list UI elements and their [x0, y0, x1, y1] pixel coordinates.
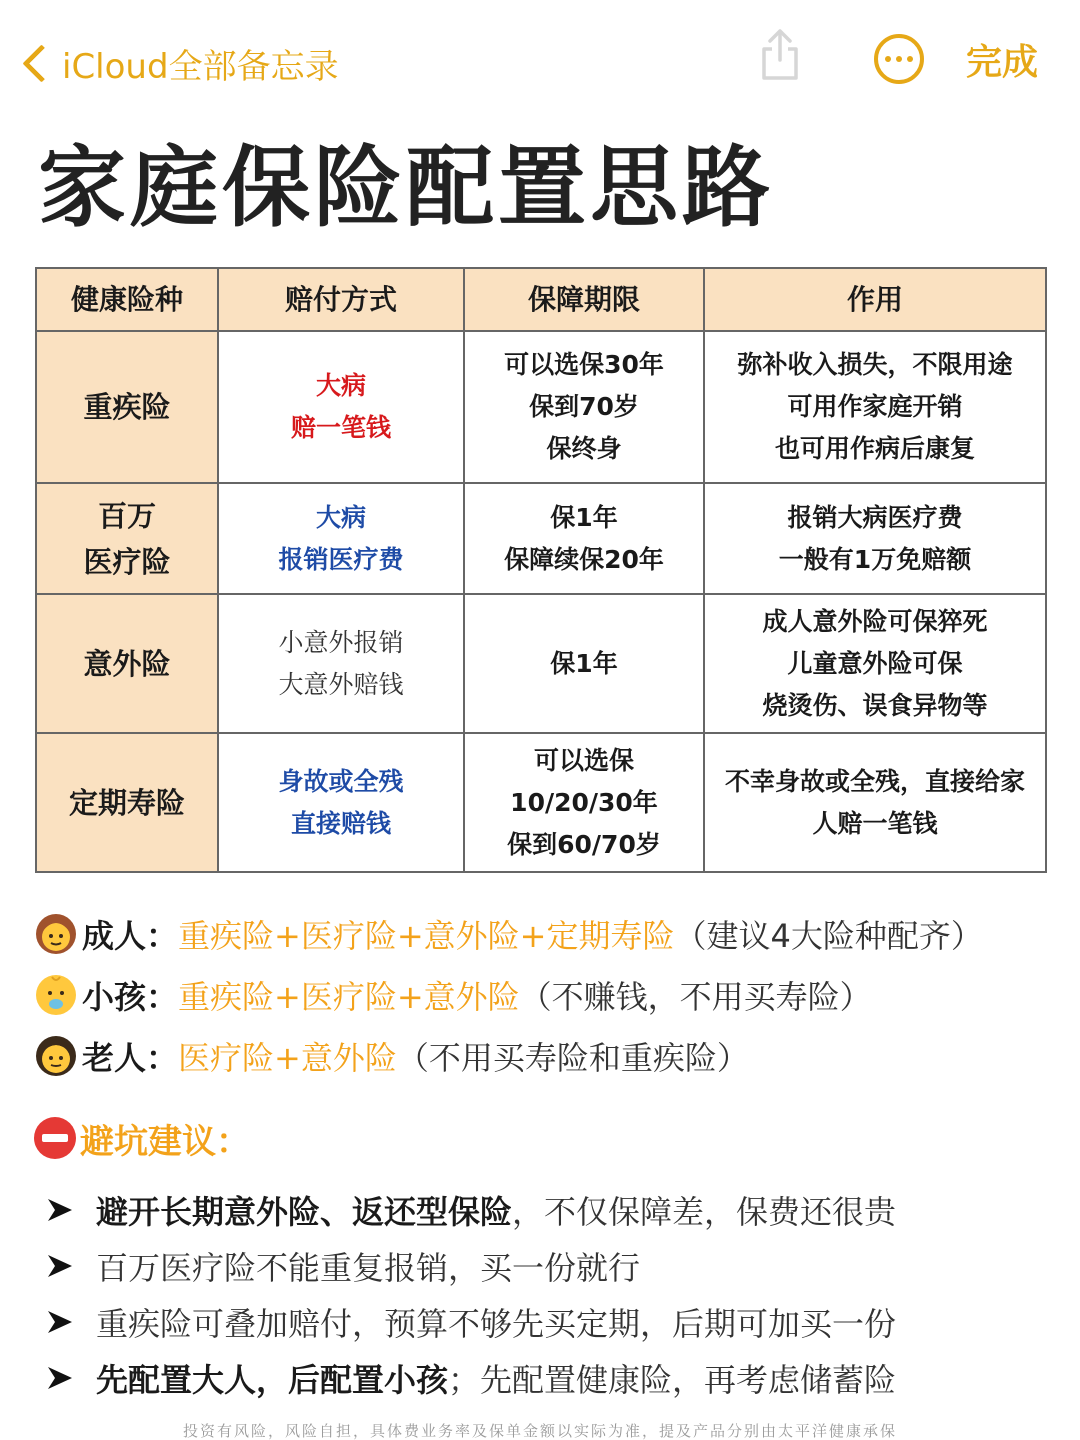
row-function — [704, 483, 1046, 594]
chevron-left-icon — [18, 38, 48, 88]
row-type — [36, 594, 218, 733]
cell-line: 保到70岁 — [529, 392, 639, 421]
cell-line: 意外险 — [83, 646, 171, 681]
cell-line: 赔一笔钱 — [290, 413, 391, 442]
cell-line: 保终身 — [546, 434, 622, 463]
tip-strong: 先配置大人，后配置小孩 — [96, 1361, 449, 1399]
header-term: 保障期限 — [464, 268, 704, 331]
header-type: 健康险种 — [36, 268, 218, 331]
row-function — [704, 594, 1046, 733]
combo-list: 医疗险+意外险 — [178, 1039, 397, 1077]
cell-line: 直接赔钱 — [290, 808, 391, 838]
list-item — [46, 1238, 1056, 1294]
cell-line: 报销医疗费 — [278, 544, 404, 574]
cell-line: 不幸身故或全残，直接给家 — [724, 766, 1025, 796]
combo-adult — [34, 909, 983, 959]
cell-line: 烧烫伤、误食异物等 — [762, 690, 988, 720]
dot — [885, 56, 891, 62]
cell-line: 保障续保20年 — [504, 544, 664, 574]
cell-line: 保1年 — [550, 502, 618, 532]
arrow-right-icon — [46, 1252, 74, 1280]
cell-line: 身故或全残 — [278, 766, 404, 796]
warning-label: 避坑建议： — [80, 1121, 250, 1162]
cell-line: 人赔一笔钱 — [812, 808, 938, 838]
cell-line: 保1年 — [550, 648, 618, 678]
row-payout — [218, 733, 464, 872]
cell-line: 可用作家庭开销 — [787, 392, 963, 421]
row-type — [36, 733, 218, 872]
list-item — [46, 1350, 1056, 1406]
arrow-right-icon — [46, 1364, 74, 1392]
table-row — [36, 483, 1046, 594]
baby-emoji-icon — [34, 973, 78, 1017]
cell-line: 医疗险 — [83, 544, 171, 579]
row-term — [464, 594, 704, 733]
navigation-bar — [0, 0, 1080, 120]
combo-list: 重疾险+医疗险+意外险 — [178, 978, 520, 1016]
row-payout — [218, 331, 464, 483]
cell-line: 大意外赔钱 — [278, 669, 404, 699]
combo-who: 小孩： — [82, 978, 179, 1016]
table-header-row — [36, 268, 1046, 331]
insurance-table — [35, 267, 1047, 873]
page-title: 家庭保险配置思路 — [38, 136, 775, 239]
combo-who: 成人： — [82, 917, 179, 955]
cell-line: 大病 — [315, 502, 366, 532]
cell-line: 可以选保 — [533, 745, 634, 775]
done-button[interactable]: 完成 — [966, 42, 1039, 83]
list-item — [46, 1294, 1056, 1350]
row-term — [464, 733, 704, 872]
no-entry-icon — [34, 1117, 76, 1159]
cell-line: 百万 — [97, 498, 156, 533]
combo-list: 重疾险+医疗险+意外险+定期寿险 — [178, 917, 675, 955]
table-row — [36, 733, 1046, 872]
row-payout — [218, 483, 464, 594]
ellipsis-circle-icon[interactable] — [874, 34, 924, 84]
row-function — [704, 733, 1046, 872]
list-item — [46, 1182, 1056, 1238]
row-function — [704, 331, 1046, 483]
cell-line: 弥补收入损失，不限用途 — [737, 350, 1013, 379]
tip-text: 重疾险可叠加赔付，预算不够先买定期，后期可加买一份 — [96, 1305, 897, 1343]
arrow-right-icon — [46, 1308, 74, 1336]
tip-text: 百万医疗险不能重复报销，买一份就行 — [96, 1249, 641, 1287]
combo-elder — [34, 1031, 749, 1081]
combo-who: 老人： — [82, 1039, 179, 1077]
arrow-right-icon — [46, 1196, 74, 1224]
cell-line: 10/20/30年 — [510, 787, 658, 817]
older-person-emoji-icon — [34, 1034, 78, 1078]
cell-line: 可以选保30年 — [504, 350, 664, 379]
combo-note: （不用买寿险和重疾险） — [396, 1039, 749, 1077]
dot — [907, 56, 913, 62]
tip-text: ，不仅保障差，保费还很贵 — [512, 1193, 897, 1231]
tip-strong: 避开长期意外险、返还型保险 — [96, 1193, 513, 1231]
back-button[interactable] — [18, 38, 339, 88]
cell-line: 一般有1万免赔额 — [778, 544, 972, 574]
combo-child — [34, 970, 872, 1020]
cell-line: 小意外报销 — [278, 627, 404, 657]
cell-line: 儿童意外险可保 — [787, 648, 963, 678]
row-payout — [218, 594, 464, 733]
dot — [896, 56, 902, 62]
woman-emoji-icon — [34, 912, 78, 956]
row-type — [36, 483, 218, 594]
tip-text: ；先配置健康险，再考虑储蓄险 — [448, 1361, 897, 1399]
combo-note: （建议4大险种配齐） — [674, 917, 983, 955]
row-type — [36, 331, 218, 483]
cell-line: 成人意外险可保猝死 — [762, 606, 988, 636]
combo-note: （不赚钱，不用买寿险） — [519, 978, 872, 1016]
share-icon[interactable] — [758, 28, 802, 82]
back-label: iCloud全部备忘录 — [62, 46, 339, 87]
cell-line: 定期寿险 — [68, 785, 185, 820]
row-term — [464, 483, 704, 594]
row-term — [464, 331, 704, 483]
disclaimer: 投资有风险，风险自担，具体费业务率及保单金额以实际为准，提及产品分别由太平洋健康承保 — [182, 1422, 897, 1440]
header-payout: 赔付方式 — [218, 268, 464, 331]
table-row — [36, 331, 1046, 483]
header-function: 作用 — [704, 268, 1046, 331]
tips-list — [46, 1182, 1056, 1406]
cell-line: 大病 — [315, 371, 366, 400]
cell-line: 报销大病医疗费 — [787, 502, 963, 532]
table-row — [36, 594, 1046, 733]
warning-header — [34, 1112, 250, 1164]
cell-line: 也可用作病后康复 — [774, 434, 975, 463]
cell-line: 保到60/70岁 — [507, 829, 661, 859]
cell-line: 重疾险 — [83, 390, 171, 424]
